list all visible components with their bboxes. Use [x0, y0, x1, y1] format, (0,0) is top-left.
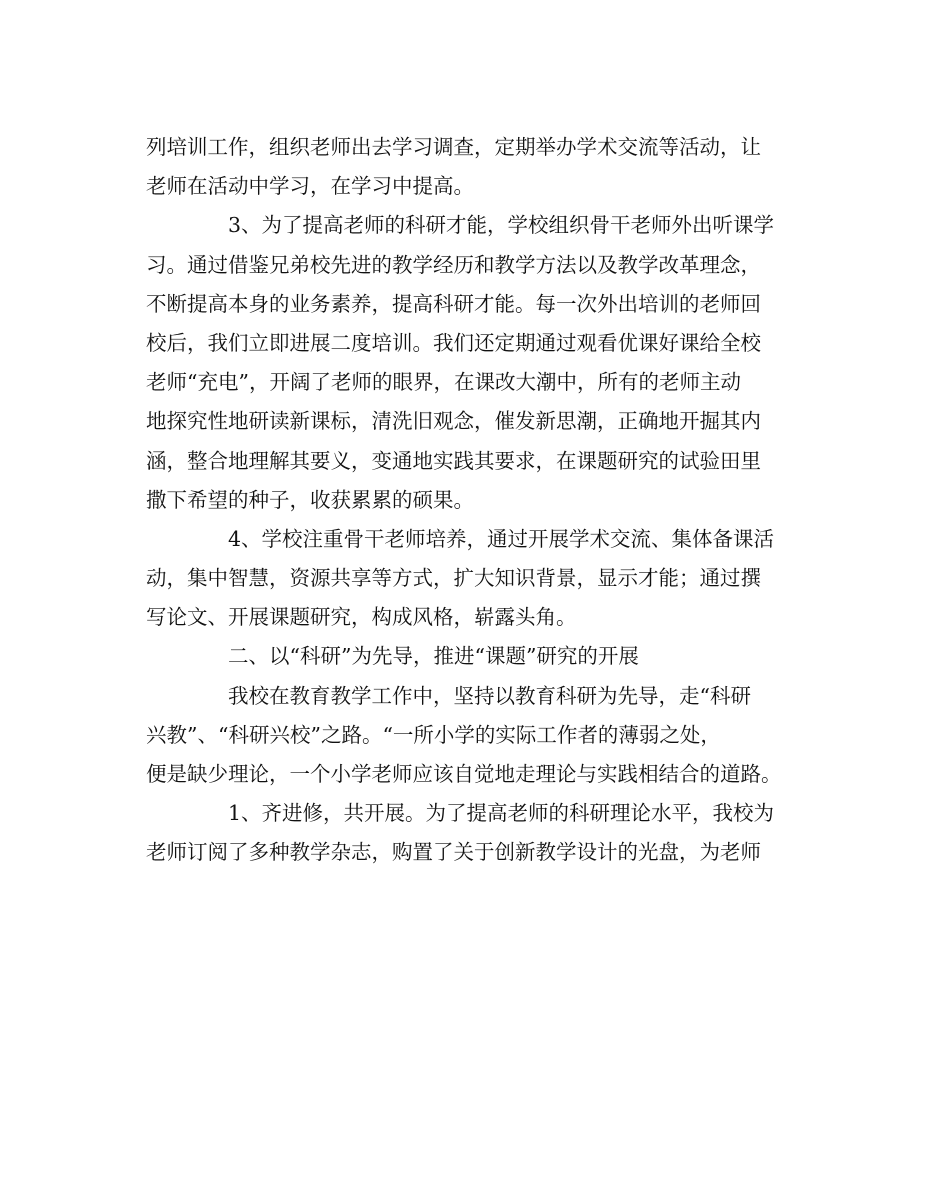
text-line: 便是缺少理论，一个小学老师应该自觉地走理论与实践相结合的道路。: [146, 762, 782, 786]
text-line: 动，集中智慧，资源共享等方式，扩大知识背景，显示才能；通过撰: [146, 566, 761, 591]
text-line: 写论文、开展课题研究，构成风格，崭露头角。: [146, 605, 577, 630]
text-line: 老师“充电”，开阔了老师的眼界，在课改大潮中，所有的老师主动: [146, 370, 741, 395]
text-line: 不断提高本身的业务素养，提高科研才能。每一次外出培训的老师回: [146, 291, 761, 316]
text-line: 老师订阅了多种教学杂志，购置了关于创新教学设计的光盘，为老师: [146, 840, 761, 865]
section-heading: 二、以“科研”为先导，推进“课题”研究的开展: [228, 644, 639, 669]
text-line: 校后，我们立即进展二度培训。我们还定期通过观看优课好课给全校: [146, 330, 761, 355]
text-line: 涵，整合地理解其要义，变通地实践其要求，在课题研究的试验田里: [146, 448, 761, 473]
paragraph-start-line: 4、学校注重骨干老师培养，通过开展学术交流、集体备课活: [228, 526, 775, 551]
text-line: 地探究性地研读新课标，清洗旧观念，催发新思潮，正确地开掘其内: [146, 409, 761, 434]
text-line: 兴教”、“科研兴校”之路。“一所小学的实际工作者的薄弱之处，: [146, 722, 721, 747]
paragraph-start-line: 我校在教育教学工作中，坚持以教育科研为先导，走“科研: [228, 683, 751, 708]
paragraph-start-line: 1、齐进修，共开展。为了提高老师的科研理论水平，我校为: [228, 801, 775, 826]
body-text: [146, 128, 810, 873]
text-line: 撒下希望的种子，收获累累的硕果。: [146, 487, 474, 512]
text-line: 列培训工作，组织老师出去学习调查，定期举办学术交流等活动，让: [146, 135, 761, 159]
paragraph-start-line: 3、为了提高老师的科研才能，学校组织骨干老师外出听课学: [228, 213, 775, 238]
text-line: 习。通过借鉴兄弟校先进的教学经历和教学方法以及教学改革理念，: [146, 252, 761, 277]
text-line: 老师在活动中学习，在学习中提高。: [146, 174, 474, 199]
